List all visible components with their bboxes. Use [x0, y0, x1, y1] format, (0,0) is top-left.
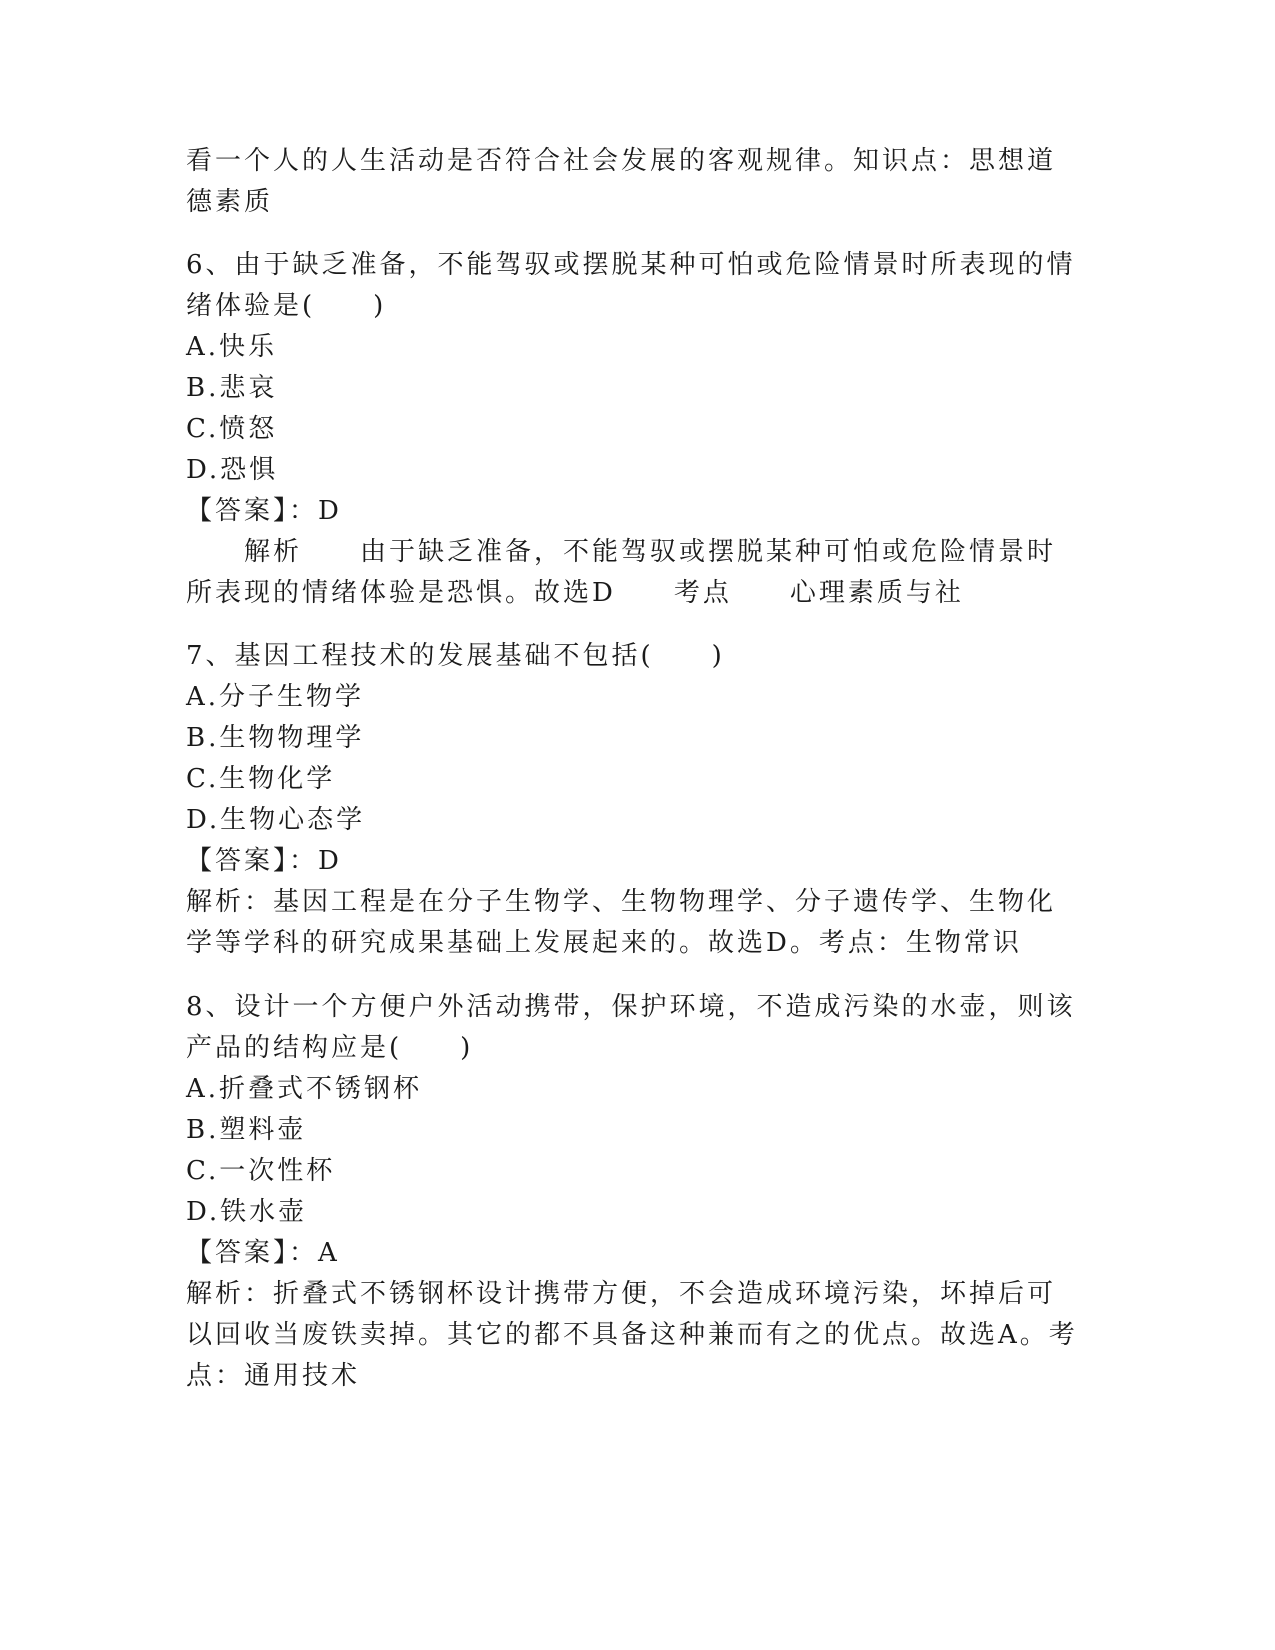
option-d: D.恐惧 — [186, 455, 279, 485]
question-stem: 7、基因工程技术的发展基础不包括( ) — [186, 641, 725, 671]
analysis-line: 解析：折叠式不锈钢杯设计携带方便，不会造成环境污染，坏掉后可 — [186, 1279, 1057, 1309]
question-stem: 8、设计一个方便户外活动携带，保护环境，不造成污染的水壶，则该 — [186, 992, 1076, 1022]
analysis-line: 解析：基因工程是在分子生物学、生物物理学、分子遗传学、生物化 — [186, 887, 1057, 917]
intro-text-line: 德素质 — [186, 187, 274, 217]
option-d: D.铁水壶 — [186, 1197, 308, 1227]
option-b: B.悲哀 — [186, 373, 278, 403]
option-c: C.一次性杯 — [186, 1156, 336, 1186]
option-c: C.生物化学 — [186, 764, 336, 794]
option-b: B.生物物理学 — [186, 723, 365, 753]
analysis-line: 所表现的情绪体验是恐惧。故选D 考点 心理素质与社 — [186, 578, 964, 608]
analysis-line: 以回收当废铁卖掉。其它的都不具备这种兼而有之的优点。故选A。考 — [186, 1320, 1078, 1350]
answer-line: 【答案】：D — [186, 496, 342, 526]
analysis-line: 学等学科的研究成果基础上发展起来的。故选D。考点：生物常识 — [186, 928, 1022, 958]
question-stem: 6、由于缺乏准备，不能驾驭或摆脱某种可怕或危险情景时所表现的情 — [186, 250, 1076, 280]
option-a: A.折叠式不锈钢杯 — [186, 1074, 423, 1104]
intro-text-line: 看一个人的人生活动是否符合社会发展的客观规律。知识点：思想道 — [186, 146, 1057, 176]
question-stem: 产品的结构应是( ) — [186, 1033, 474, 1063]
option-b: B.塑料壶 — [186, 1115, 307, 1145]
analysis-line: 点：通用技术 — [186, 1361, 361, 1391]
option-c: C.愤怒 — [186, 414, 278, 444]
option-a: A.分子生物学 — [186, 682, 365, 712]
answer-line: 【答案】：A — [186, 1238, 340, 1268]
option-d: D.生物心态学 — [186, 805, 366, 835]
option-a: A.快乐 — [186, 332, 278, 362]
question-stem: 绪体验是( ) — [186, 291, 387, 321]
analysis-line: 解析 由于缺乏准备，不能驾驭或摆脱某种可怕或危险情景时 — [186, 537, 1057, 567]
answer-line: 【答案】：D — [186, 846, 342, 876]
